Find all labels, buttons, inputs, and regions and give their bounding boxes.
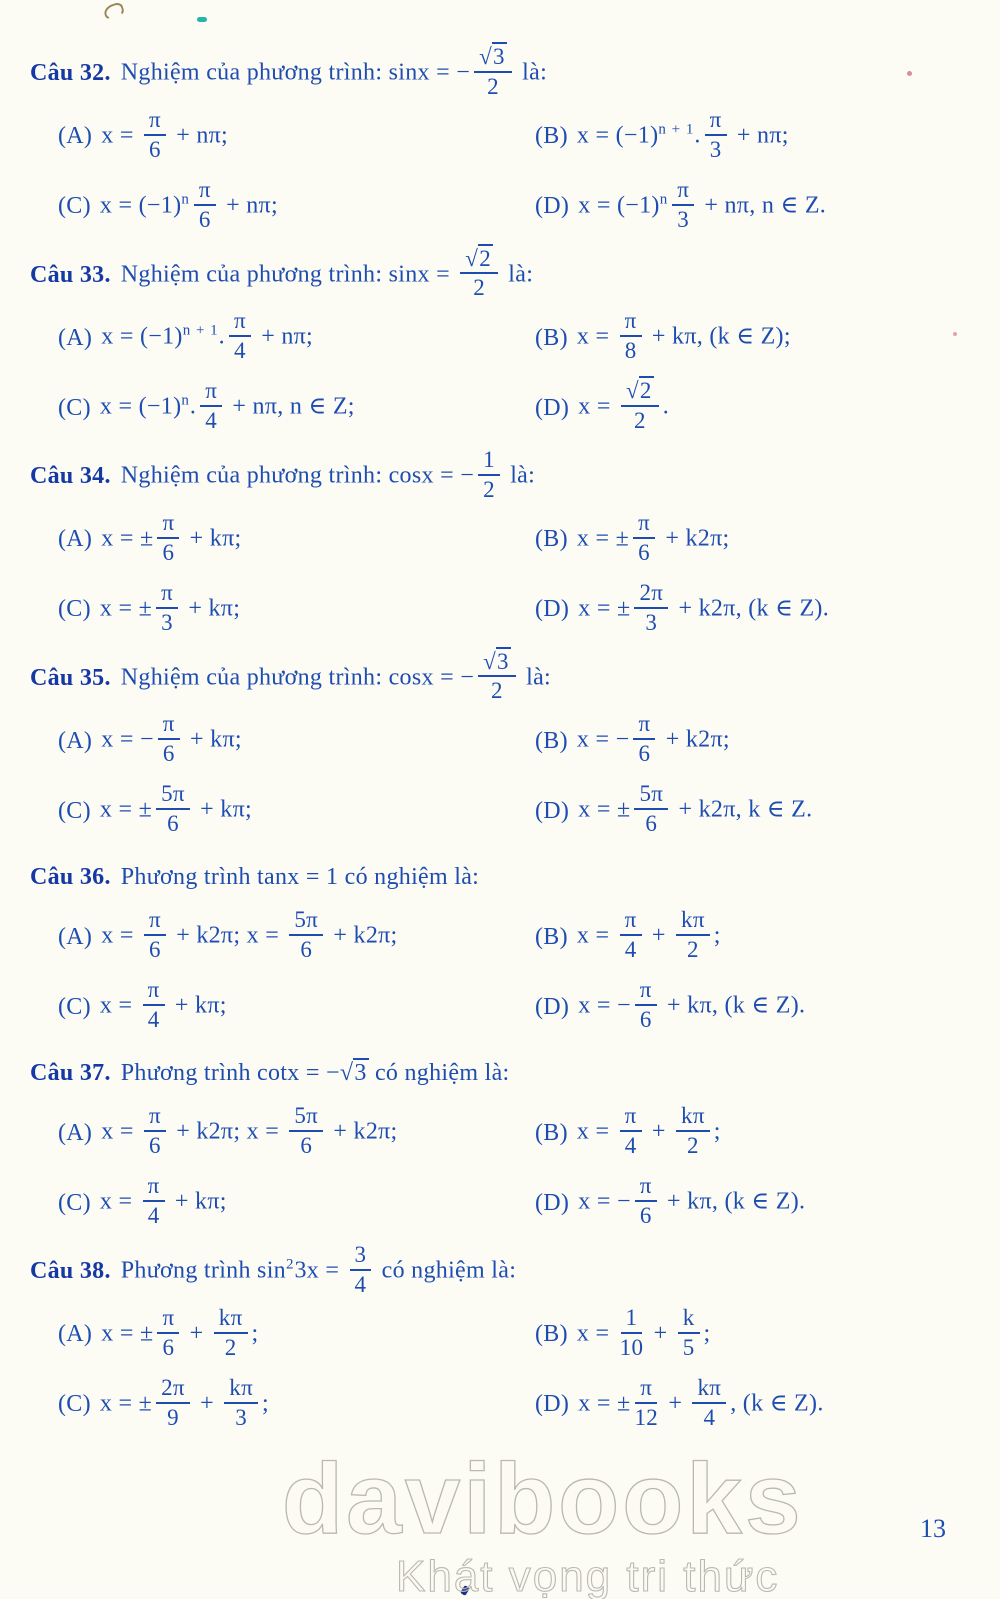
option-math: x = ± $\frac{\pi}{6}$ + kπ; [101,509,242,565]
fraction-numerator [474,44,512,73]
option-item [535,972,1000,1042]
option-item [58,102,535,172]
fraction [676,1103,710,1159]
fraction [156,781,190,837]
question-number: Câu 32. [30,60,111,87]
fraction-numerator: 5π [156,781,190,810]
fraction [229,308,251,364]
option-item [535,1168,1000,1238]
fraction-denominator: 4 [205,408,218,433]
option-item [58,575,535,645]
fraction-numerator: π [158,711,180,740]
option-item [58,1098,535,1168]
option-item [535,575,1000,645]
fraction-numerator: π [156,580,178,609]
fraction-denominator: 6 [149,136,161,162]
fraction [635,1173,657,1229]
fraction-numerator: π [620,308,642,337]
fraction [289,1103,323,1159]
watermark-logo: davibooks [282,1443,804,1555]
superscript: 2 [285,1256,295,1273]
watermark-slogan: Khát vọng tri thức [396,1552,780,1599]
option-math: $x = (-1)^{n + 1}$. $\frac{\pi}{3}$ + nπ; [576,106,789,162]
fraction-numerator: kπ [676,1103,710,1132]
question-number: Câu 37. [30,1059,111,1086]
fraction [676,907,710,963]
question-number: Câu 36. [30,863,111,890]
superscript: n [659,191,669,208]
option-math: x = $\frac{\pi}{4}$ + kπ; [99,977,227,1032]
question-number: Câu 33. [30,261,111,288]
fraction-denominator: 4 [703,1404,716,1430]
fraction-denominator: 6 [300,937,313,962]
question-text: Nghiệm của phương trình: cosx = − $\frac{√3}{2}$ là: [120,648,552,704]
option-math: x = ± $\frac{\pi}{12}$ + $\frac{k\pi}{4}$ , (k ∈ Z). [578,1374,824,1430]
fraction [635,977,657,1033]
fraction [144,907,166,963]
fraction-denominator: 3 [645,609,658,635]
superscript: n [181,392,190,409]
option-math: $x = (-1)^n$ $\frac{\pi}{6}$ + nπ; [99,176,278,232]
fraction-numerator [478,649,516,678]
fraction-denominator: 6 [149,1133,161,1158]
fraction [194,177,216,233]
fraction [634,580,668,636]
option-label: (D) [535,797,570,824]
option-math: x = ± $\frac{2\pi}{9}$ + $\frac{k\pi}{3}$ ; [99,1374,269,1430]
option-item [535,373,1000,443]
question-text: Phương trình tanx = 1 có nghiệm là: [120,863,480,890]
sqrt-expression: √2 [625,378,652,404]
fraction [156,1375,190,1431]
question-block [0,648,1000,847]
fraction-numerator: π [705,107,727,136]
fraction [620,1305,644,1361]
option-math: x = $\frac{\pi}{4}$ + $\frac{k\pi}{2}$ ; [576,907,721,962]
fraction-denominator: 6 [162,539,175,565]
fraction [224,1375,258,1431]
option-label: (A) [58,923,93,950]
fraction [633,711,655,767]
fraction [620,1103,642,1159]
sqrt-radicand: 2 [479,245,491,271]
fraction-denominator: 6 [639,1203,652,1228]
option-item [535,505,1000,575]
fraction-denominator: 10 [619,1334,644,1360]
option-label: (D) [535,596,570,622]
option-math: x = $\frac{\pi}{4}$ + $\frac{k\pi}{2}$ ; [576,1103,721,1158]
fraction-denominator: 6 [639,1007,652,1032]
fraction [143,1173,165,1229]
sqrt-radicand: 3 [493,44,505,69]
option-label: (C) [58,993,91,1020]
fraction-denominator: 4 [354,1271,367,1297]
option-math: $x = (-1)^n$ $\frac{\pi}{3}$ + nπ, n ∈ Z. [578,176,827,232]
fraction-denominator: 2 [224,1334,237,1360]
fraction-denominator: 6 [162,741,175,766]
options-grid [0,902,1000,1042]
options-grid [0,1300,1000,1440]
option-label: (D) [535,993,570,1020]
fraction [460,246,498,302]
fraction-numerator: 5π [634,781,668,810]
fraction-denominator: 4 [147,1007,160,1032]
fraction-numerator: π [633,510,655,539]
fraction-numerator [460,246,498,275]
fraction-numerator: π [200,378,222,407]
fraction [144,1103,166,1159]
option-item [535,1300,1000,1370]
fraction-numerator: k [678,1305,700,1334]
fraction-numerator: π [157,510,179,539]
fraction [158,711,180,767]
option-math: x = ± $\frac{5\pi}{6}$ + k2π, k ∈ Z. [578,781,813,836]
fraction [672,177,694,233]
option-item [535,102,1000,172]
fraction-numerator: π [194,177,216,206]
question-heading [0,1244,1000,1300]
fraction-denominator: 3 [235,1404,248,1430]
fraction-denominator: 4 [147,1203,160,1228]
option-math: $x = (-1)^n$. $\frac{\pi}{4}$ + nπ, n ∈ Z; [99,378,355,433]
fraction [474,44,512,100]
fraction [633,510,655,566]
option-label: (B) [535,324,568,351]
option-label: (C) [58,596,91,622]
options-grid [0,303,1000,443]
option-item [58,303,535,373]
option-math: x = $\frac{\pi}{6}$ + k2π; x = $\frac{5\pi}{6}$ + k2π; [101,907,398,962]
option-label: (C) [58,193,91,219]
fraction-denominator: 6 [167,811,179,836]
option-label: (C) [58,394,91,421]
fraction [620,308,642,364]
sqrt-expression: √3 [483,648,509,674]
options-grid [0,505,1000,645]
option-item [535,902,1000,972]
fraction-numerator: 5π [289,1103,323,1132]
fraction-denominator: 6 [638,741,651,766]
fraction [634,1375,658,1431]
fraction [157,1305,179,1361]
option-math: $x = (-1)^{n + 1}$. $\frac{\pi}{4}$ + nπ; [101,308,314,363]
fraction-denominator: 5 [682,1334,695,1360]
fraction-denominator: 6 [638,539,650,565]
option-math: x = $\frac{\pi}{6}$ + k2π; x = $\frac{5\pi}{6}$ + k2π; [101,1103,398,1158]
question-text: Phương trình cotx = −√3 có nghiệm là: [120,1059,510,1086]
option-label: (A) [58,526,93,552]
fraction [478,447,500,503]
question-number: Câu 34. [30,463,111,490]
fraction-denominator: 12 [634,1404,659,1430]
option-item [535,1098,1000,1168]
fraction-denominator: 2 [686,937,699,962]
option-label: (C) [58,1391,91,1417]
option-item [58,776,535,846]
option-item [58,505,535,575]
option-label: (D) [535,1189,570,1216]
fraction [156,580,178,636]
option-math: x = − $\frac{\pi}{6}$ + kπ, (k ∈ Z). [578,977,806,1032]
fraction-denominator: 6 [149,937,161,962]
option-math: x = ± $\frac{2\pi}{3}$ + k2π, (k ∈ Z). [578,579,830,635]
fraction-denominator: 9 [167,1404,179,1430]
fraction-numerator: π [635,1173,657,1202]
fraction [705,107,727,163]
fraction-numerator: kπ [676,907,710,936]
option-label: (B) [535,727,568,754]
fraction-numerator: 5π [289,907,323,936]
sqrt-expression: √3 [479,44,505,69]
fraction-numerator: π [144,907,166,936]
option-item [58,1370,535,1440]
fraction-denominator: 4 [624,937,637,962]
option-label: (A) [58,324,93,351]
option-item [535,776,1000,846]
option-label: (A) [58,727,93,754]
question-text: Nghiệm của phương trình: cosx = − $\frac{1}{2}$ là: [120,447,536,502]
fraction [200,378,222,434]
option-item [58,1168,535,1238]
fraction-numerator [621,378,659,407]
fraction-denominator: 6 [162,1334,175,1360]
option-item [535,303,1000,373]
fraction [692,1375,726,1431]
option-label: (B) [535,923,568,950]
option-item [58,172,535,242]
option-math: x = $\frac{\pi}{4}$ + kπ; [99,1173,227,1228]
superscript: n [181,191,190,208]
fraction-denominator: 4 [234,338,246,363]
options-grid [0,102,1000,242]
option-label: (D) [535,394,570,421]
question-block [0,46,1000,242]
fraction [350,1242,372,1298]
option-math: x = $\frac{\pi}{6}$ + nπ; [101,106,229,162]
option-math: x = ± $\frac{\pi}{6}$ + k2π; [576,509,730,565]
option-item [535,172,1000,242]
question-text: Nghiệm của phương trình: sinx = $\frac{√2}{2}$ là: [120,245,534,301]
option-item [58,373,535,443]
fraction-numerator: π [620,907,642,936]
question-heading [0,852,1000,902]
fraction-denominator: 2 [483,476,495,502]
options-grid [0,706,1000,846]
fraction-numerator: 1 [621,1305,643,1334]
question-text: Nghiệm của phương trình: sinx = − $\frac{√3}{2}$ là: [120,44,548,99]
fraction-numerator: π [143,977,165,1006]
fraction-denominator: 6 [198,206,211,232]
question-heading [0,1048,1000,1098]
fraction-numerator: 3 [350,1242,372,1271]
sqrt-expression: √2 [465,245,491,271]
option-label: (C) [58,797,91,824]
fraction-numerator: π [144,107,166,136]
option-item [535,706,1000,776]
fraction-numerator: π [143,1173,165,1202]
fraction-numerator: π [229,308,251,337]
sqrt-radicand: 3 [354,1059,367,1086]
option-math: x = $\frac{1}{10}$ + $\frac{k}{5}$ ; [576,1304,711,1360]
option-math: x = ± $\frac{\pi}{6}$ + $\frac{k\pi}{2}$ ; [101,1304,259,1360]
question-block [0,1048,1000,1238]
question-text: Phương trình $\sin^23x$ = $\frac{3}{4}$ có nghiệm là: [120,1242,517,1297]
question-number: Câu 38. [30,1258,111,1285]
option-item [535,1370,1000,1440]
fraction-denominator: 2 [686,1133,699,1158]
fraction-numerator: 2π [156,1375,190,1404]
option-math: x = − $\frac{\pi}{6}$ + kπ; [101,711,242,766]
fraction-numerator: π [157,1305,179,1334]
fraction-numerator: kπ [224,1375,258,1404]
option-label: (A) [58,123,93,149]
option-math: x = $\frac{√2}{2}$ . [578,378,670,433]
fraction [143,977,165,1033]
fraction-numerator: 2π [634,580,668,609]
fraction-denominator: 4 [624,1133,637,1158]
question-heading [0,449,1000,505]
fraction [634,781,668,837]
fraction-denominator: 8 [624,338,637,363]
question-heading [0,245,1000,304]
options-grid [0,1098,1000,1238]
option-label: (B) [535,526,568,552]
fraction-numerator: π [672,177,694,206]
option-label: (D) [535,1391,570,1417]
fraction [620,907,642,963]
sqrt-radicand: 2 [639,378,652,404]
sqrt-expression: √3 [339,1059,367,1086]
fraction [157,510,179,566]
question-number: Câu 35. [30,664,111,691]
fraction-numerator: π [635,1375,657,1404]
superscript: n + 1 [658,121,695,138]
option-item [58,972,535,1042]
question-block [0,852,1000,1042]
option-math: x = − $\frac{\pi}{6}$ + kπ, (k ∈ Z). [578,1173,806,1228]
fraction-denominator: 3 [709,136,722,162]
option-label: (B) [535,123,568,149]
page-number: 13 [920,1514,946,1543]
fraction-denominator: 6 [645,811,658,836]
fraction [478,649,516,705]
fraction-numerator: kπ [214,1305,248,1334]
sqrt-radicand: 3 [497,648,509,674]
question-block [0,1244,1000,1440]
option-item [58,1300,535,1370]
fraction [621,378,659,434]
fraction-numerator: π [633,711,655,740]
fraction [678,1305,700,1361]
fraction-denominator: 2 [487,73,499,99]
fraction [144,107,166,163]
fraction-numerator: π [620,1103,642,1132]
fraction-denominator: 2 [473,275,486,301]
fraction [289,907,323,963]
option-math: x = $\frac{\pi}{8}$ + kπ, (k ∈ Z); [576,308,791,363]
option-label: (C) [58,1189,91,1216]
option-label: (B) [535,1119,568,1146]
fraction-denominator: 6 [300,1133,313,1158]
option-item [58,706,535,776]
option-label: (A) [58,1321,93,1347]
superscript: n + 1 [182,322,219,339]
fraction-denominator: 3 [161,609,173,635]
fraction-numerator: kπ [692,1375,726,1404]
fraction-numerator: π [144,1103,166,1132]
fraction [214,1305,248,1361]
option-label: (A) [58,1119,93,1146]
option-item [58,902,535,972]
option-label: (D) [535,193,570,219]
question-heading [0,648,1000,707]
option-label: (B) [535,1321,568,1347]
fraction-denominator: 2 [491,678,503,704]
fraction-numerator: 1 [478,447,500,476]
option-math: x = ± $\frac{\pi}{3}$ + kπ; [99,579,241,635]
fraction-denominator: 3 [677,206,690,232]
option-math: x = ± $\frac{5\pi}{6}$ + kπ; [99,781,252,836]
fraction-denominator: 2 [633,408,646,433]
question-heading [0,46,1000,102]
fraction-numerator: π [635,977,657,1006]
option-math: x = − $\frac{\pi}{6}$ + k2π; [576,711,730,766]
question-block [0,449,1000,645]
question-block [0,245,1000,444]
